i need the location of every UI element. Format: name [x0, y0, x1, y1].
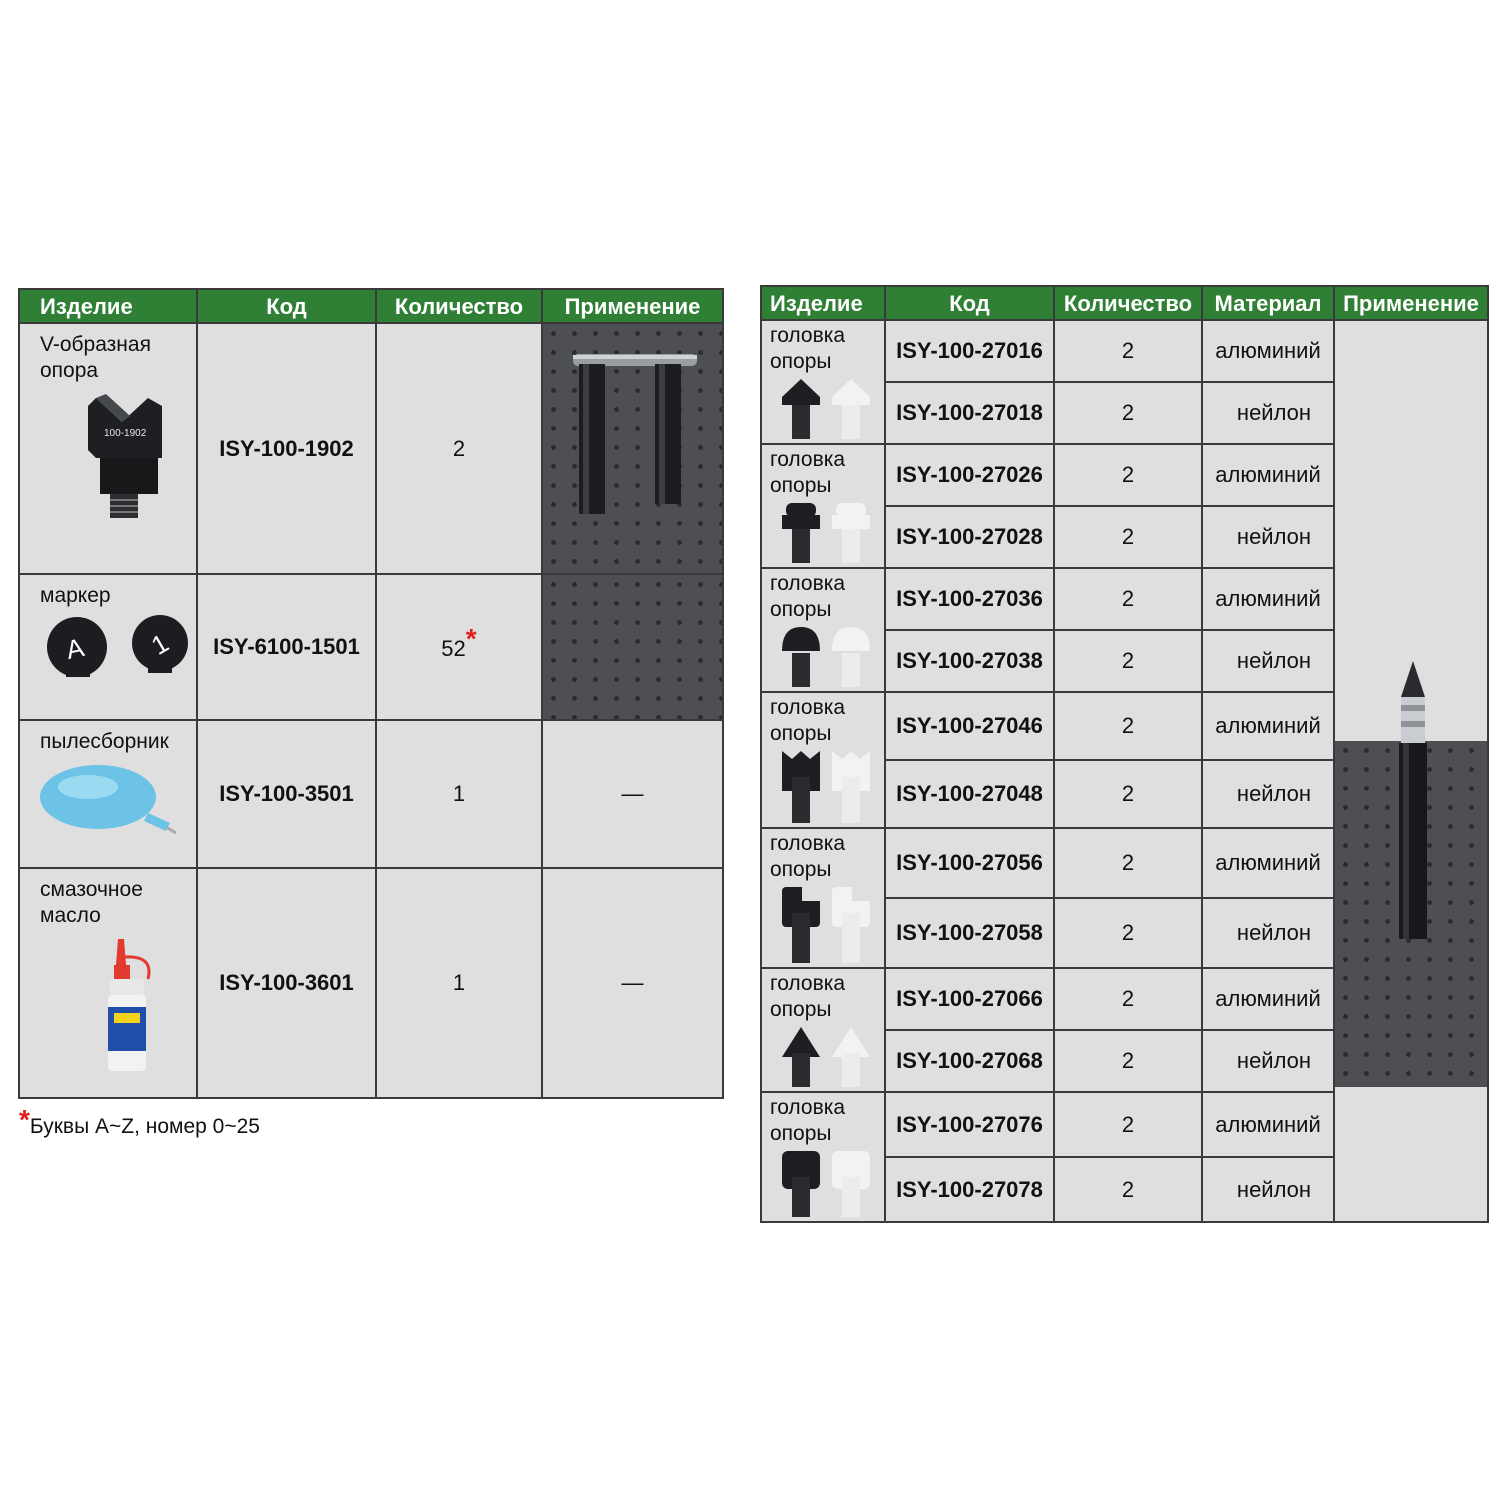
table-row — [19, 868, 723, 1098]
code-cell: ISY-100-27066 — [885, 968, 1054, 1030]
code-cell: ISY-100-27026 — [885, 444, 1054, 506]
qty-cell: 2 — [1054, 444, 1202, 506]
material-cell: нейлон — [1202, 760, 1334, 828]
qty-cell — [376, 574, 542, 720]
code-cell: ISY-100-27018 — [885, 382, 1054, 444]
v-support-label: 100-1902 — [104, 428, 147, 439]
table-row — [19, 720, 723, 868]
application-cell — [1334, 320, 1488, 1222]
qty-cell: 2 — [1054, 568, 1202, 630]
code-cell: ISY-100-1902 — [197, 323, 376, 574]
product-name: головка опоры — [770, 972, 846, 1021]
header-qty: Количество — [376, 289, 542, 323]
code-cell: ISY-100-27048 — [885, 760, 1054, 828]
material-cell: алюминий — [1202, 828, 1334, 898]
product-cell — [761, 568, 885, 692]
product-name: смазочное масло — [40, 878, 143, 927]
product-name: головка опоры — [770, 448, 846, 497]
material-cell: алюминий — [1202, 444, 1334, 506]
support-head-image — [770, 883, 880, 967]
application-cell: — — [542, 868, 723, 1098]
product-name: головка опоры — [770, 324, 846, 373]
code-cell: ISY-100-27036 — [885, 568, 1054, 630]
material-cell: нейлон — [1202, 898, 1334, 968]
lubricant-oil-image — [84, 935, 164, 1085]
code-cell: ISY-100-27078 — [885, 1157, 1054, 1222]
qty-cell: 2 — [1054, 968, 1202, 1030]
support-head-image — [770, 375, 880, 443]
material-cell: алюминий — [1202, 968, 1334, 1030]
qty-value: 52 — [441, 636, 466, 661]
header-code: Код — [885, 286, 1054, 320]
qty-cell: 2 — [1054, 320, 1202, 382]
header-product: Изделие — [19, 289, 197, 323]
product-cell — [19, 868, 197, 1098]
header-application: Применение — [542, 289, 723, 323]
qty-cell: 2 — [1054, 1030, 1202, 1092]
header-product: Изделие — [761, 286, 885, 320]
product-name: головка опоры — [770, 572, 846, 621]
support-head-image — [770, 1023, 880, 1091]
material-cell: нейлон — [1202, 382, 1334, 444]
application-image — [542, 323, 723, 574]
application-cell: — — [542, 720, 723, 868]
marker-application-image — [542, 574, 723, 720]
material-cell: алюминий — [1202, 320, 1334, 382]
product-name: маркер — [40, 584, 111, 607]
support-head-image — [770, 1147, 880, 1221]
dust-blower-image — [40, 761, 190, 845]
product-name: головка опоры — [770, 1096, 846, 1145]
qty-cell: 2 — [1054, 828, 1202, 898]
code-cell: ISY-100-27068 — [885, 1030, 1054, 1092]
code-cell: ISY-100-27046 — [885, 692, 1054, 760]
product-name: головка опоры — [770, 832, 846, 881]
qty-cell: 2 — [1054, 898, 1202, 968]
product-name: пылесборник — [40, 730, 169, 753]
code-cell: ISY-100-27028 — [885, 506, 1054, 568]
header-application: Применение — [1334, 286, 1488, 320]
qty-cell: 2 — [1054, 1157, 1202, 1222]
product-cell — [761, 828, 885, 968]
table-row — [19, 574, 723, 720]
qty-cell: 2 — [376, 323, 542, 574]
qty-cell: 1 — [376, 868, 542, 1098]
left-table — [18, 288, 724, 1099]
product-name: головка опоры — [770, 696, 846, 745]
material-cell: алюминий — [1202, 568, 1334, 630]
qty-cell: 2 — [1054, 630, 1202, 692]
table-row — [761, 320, 1488, 382]
material-cell: алюминий — [1202, 692, 1334, 760]
support-head-image — [770, 623, 880, 691]
v-support-application-image — [543, 324, 722, 573]
code-cell: ISY-100-3601 — [197, 868, 376, 1098]
product-cell — [761, 320, 885, 444]
support-head-image — [770, 747, 880, 827]
code-cell: ISY-100-27056 — [885, 828, 1054, 898]
header-code: Код — [197, 289, 376, 323]
code-cell: ISY-100-3501 — [197, 720, 376, 868]
marker-image — [44, 613, 204, 693]
qty-cell: 2 — [1054, 382, 1202, 444]
header-material: Материал — [1202, 286, 1334, 320]
product-cell — [19, 574, 197, 720]
v-support-image — [70, 392, 190, 532]
material-cell: нейлон — [1202, 1030, 1334, 1092]
product-cell — [761, 692, 885, 828]
support-head-application-image — [1335, 741, 1487, 1087]
marker-letter: A — [63, 631, 87, 665]
code-cell: ISY-100-27016 — [885, 320, 1054, 382]
qty-cell: 2 — [1054, 1092, 1202, 1157]
product-cell — [761, 444, 885, 568]
marker-number: 1 — [146, 627, 174, 661]
footnote-text: Буквы A~Z, номер 0~25 — [29, 1115, 260, 1138]
qty-cell: 2 — [1054, 760, 1202, 828]
product-cell — [19, 323, 197, 574]
support-head-image — [770, 499, 880, 567]
code-cell: ISY-100-27038 — [885, 630, 1054, 692]
footnote-star: * — [19, 1104, 30, 1135]
code-cell: ISY-100-27076 — [885, 1092, 1054, 1157]
header-qty: Количество — [1054, 286, 1202, 320]
qty-cell: 2 — [1054, 506, 1202, 568]
footnote-star: * — [465, 623, 477, 654]
table-row — [19, 323, 723, 574]
material-cell: алюминий — [1202, 1092, 1334, 1157]
product-cell — [761, 1092, 885, 1222]
material-cell: нейлон — [1202, 630, 1334, 692]
material-cell: нейлон — [1202, 1157, 1334, 1222]
product-name: V-образная опора — [40, 333, 151, 382]
qty-cell: 2 — [1054, 692, 1202, 760]
code-cell: ISY-100-27058 — [885, 898, 1054, 968]
code-cell: ISY-6100-1501 — [197, 574, 376, 720]
footnote — [19, 1104, 260, 1140]
product-cell — [19, 720, 197, 868]
material-cell: нейлон — [1202, 506, 1334, 568]
product-cell — [761, 968, 885, 1092]
right-table — [760, 285, 1489, 1223]
qty-cell: 1 — [376, 720, 542, 868]
